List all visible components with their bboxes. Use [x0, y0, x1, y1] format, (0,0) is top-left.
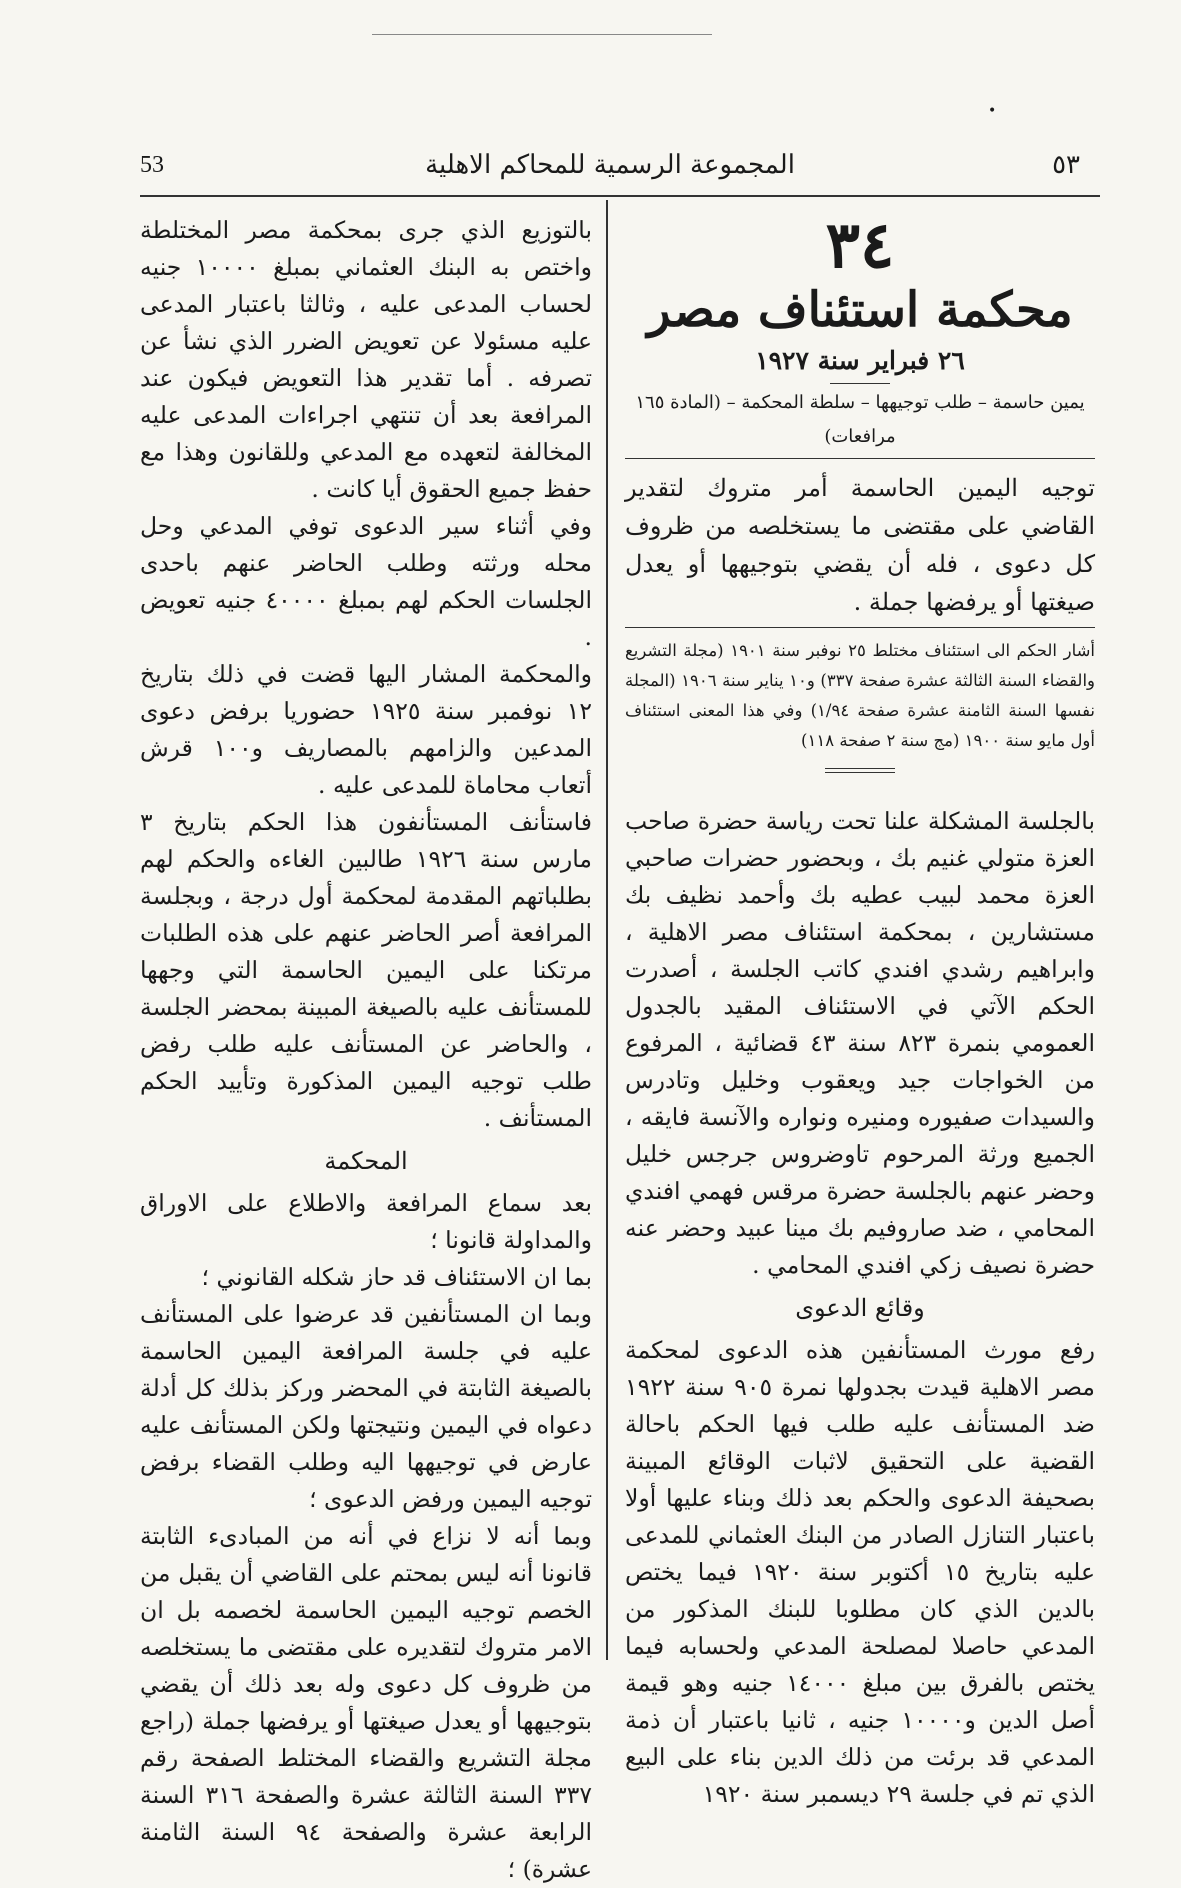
- facts-heading: وقائع الدعوى: [795, 1294, 925, 1322]
- publication-title: المجموعة الرسمية للمحاكم الاهلية: [425, 150, 795, 180]
- judgment-date: ٢٦ فبراير سنة ١٩٢٧: [755, 346, 965, 375]
- paragraph: بعد سماع المرافعة والاطلاع على الاوراق والمداولة قانونا ؛: [140, 1189, 592, 1254]
- facts-paragraph: رفع مورث المستأنفين هذه الدعوى لمحكمة مصر الاهلية قيدت بجدولها نمرة ٩٠٥ سنة ١٩٢٢ ضد المستأنف عليه طلب فيها الحكم باحالة القضية على التحقيق لاثبات الوقائع المبينة بصحيفة الدعوى والحكم بعد ذلك وبناء عليها أولا باعتبار التنازل الصادر من البنك العثماني للمدعى عليه بتاريخ ١٥ أكتوبر سنة ١٩٢٠ فيما يختص بالدين الذي كان مطلوبا للبنك المذكور من المدعي حاصلا لمصلحة المدعي ولحسابه فيما يختص بالفرق بين مبلغ ١٤٠٠٠ جنيه وهو قيمة أصل الدين و١٠٠٠٠ جنيه ، ثانيا باعتبار أن ذمة المدعي قد برئت من ذلك الدين بناء على البيع الذي تم في جلسة ٢٩ ديسمبر سنة ١٩٢٠: [625, 1336, 1095, 1808]
- header-rule: [140, 195, 1100, 197]
- court-name: محكمة استئناف مصر: [647, 282, 1073, 338]
- legal-principle: توجيه اليمين الحاسمة أمر متروك لتقدير القاضي على مقتضى ما يستخلصه من ظروف كل دعوى ، فله أن يقضي بتوجيهها أو يعدل صيغتها أو يرفضها جملة .: [625, 459, 1095, 628]
- case-references: أشار الحكم الى استئناف مختلط ٢٥ نوفبر سنة ١٩٠١ (مجلة التشريع والقضاء السنة الثالثة عشرة صفحة ٣٣٧) و١٠ يناير سنة ١٩٠٦ (المجلة نفسها السنة الثامنة عشرة صفحة ١/٩٤) وفي هذا المعنى استئناف أول مايو سنة ١٩٠٠ (مج سنة ٢ صفحة ١١٨): [625, 641, 1096, 750]
- paragraph: وبما ان المستأنفين قد عرضوا على المستأنف عليه في جلسة المرافعة اليمين الحاسمة بالصيغة الثابتة في المحضر وركز بذلك كل أدلة دعواه في اليمين ونتيجتها ولكن المستأنف عليه عارض في توجيهها اليه وطلب القضاء برفض توجيه اليمين ورفض الدعوى ؛: [140, 1300, 592, 1513]
- page-number-arabic: ٥٣: [1052, 150, 1080, 180]
- session-paragraph: بالجلسة المشكلة علنا تحت رياسة حضرة صاحب العزة متولي غنيم بك ، وبحضور حضرات صاحبي العزة محمد لبيب عطيه بك وأحمد نظيف بك مستشارين ، بمحكمة استئناف مصر الاهلية ، وابراهيم رشدي افندي كاتب الجلسة ، أصدرت الحكم الآتي في الاستئناف المقيد بالجدول العمومي بنمرة ٨٢٣ سنة ٤٣ قضائية ، المرفوع من الخواجات جيد ويعقوب وخليل وتادرس والسيدات صفيوره ومنيره ونواره والآنسة فايقه ، الجميع ورثة المرحوم تاوضروس جرجس خليل وحضر عنهم بالجلسة حضرة مرقس فهمي افندي المحامي ، ضد صاروفيم بك مينا عبيد وحضر عنه حضرة نصيف زكي افندي المحامي .: [625, 807, 1095, 1279]
- paragraph: فاستأنف المستأنفون هذا الحكم بتاريخ ٣ مارس سنة ١٩٢٦ طالبين الغاءه والحكم لهم بطلباتهم المقدمة لمحكمة أول درجة ، وبجلسة المرافعة أصر الحاضر عنهم على هذه الطلبات مرتكنا على اليمين الحاسمة التي وجهها للمستأنف عليه بالصيغة المبينة بمحضر الجلسة ، والحاضر عن المستأنف عليه طلب رفض طلب توجيه اليمين المذكورة وتأييد الحكم المستأنف .: [140, 808, 592, 1132]
- date-rule: [830, 383, 890, 384]
- top-rule: [372, 34, 712, 35]
- case-keywords: يمين حاسمة – طلب توجيهها – سلطة المحكمة – (المادة ١٦٥ مرافعات): [625, 386, 1095, 459]
- page-header: [140, 150, 1080, 190]
- court-heading: المحكمة: [324, 1147, 408, 1175]
- section-rule: [825, 768, 895, 773]
- case-number: ٣٤: [825, 208, 895, 283]
- column-divider: [606, 200, 608, 1660]
- margin-mark: •: [988, 103, 997, 119]
- paragraph: والمحكمة المشار اليها قضت في ذلك بتاريخ ١٢ نوفمبر سنة ١٩٢٥ حضوريا برفض دعوى المدعين والزامهم بالمصاريف و١٠٠ قرش أتعاب محاماة للمدعى عليه .: [140, 660, 593, 799]
- left-column: [140, 212, 592, 1888]
- paragraph: بما ان الاستئناف قد حاز شكله القانوني ؛: [201, 1263, 592, 1291]
- page-number-latin: 53: [140, 152, 164, 178]
- paragraph: وفي أثناء سير الدعوى توفي المدعي وحل محله ورثته وطلب الحاضر عنهم باحدى الجلسات الحكم لهم بمبلغ ٤٠٠٠٠ جنيه تعويض .: [140, 512, 592, 651]
- paragraph: وبما أنه لا نزاع في أنه من المبادىء الثابتة قانونا أنه ليس بمحتم على القاضي أن يقبل من الخصم توجيه اليمين الحاسمة لخصمه بل ان الامر متروك لتقديره على مقتضى ما يستخلصه من ظروف كل دعوى وله بعد ذلك أن يقضي بتوجيهها أو يعدل صيغتها أو يرفضها جملة (راجع مجلة التشريع والقضاء المختلط الصفحة رقم ٣٣٧ السنة الثالثة عشرة والصفحة ٣١٦ السنة الرابعة عشرة والصفحة ٩٤ السنة الثامنة عشرة) ؛: [140, 1522, 592, 1883]
- right-column: [625, 205, 1095, 1813]
- paragraph: بالتوزيع الذي جرى بمحكمة مصر المختلطة واختص به البنك العثماني بمبلغ ١٠٠٠٠ جنيه لحساب المدعى عليه ، وثالثا باعتبار المدعى عليه مسئولا عن تعويض الضرر الذي نشأ عن تصرفه . أما تقدير هذا التعويض فيكون عند المرافعة بعد أن تنتهي اجراءات المدعى عليه المخالفة لتعهده مع المدعي وللقانون وهذا مع حفظ جميع الحقوق أيا كانت .: [140, 216, 592, 503]
